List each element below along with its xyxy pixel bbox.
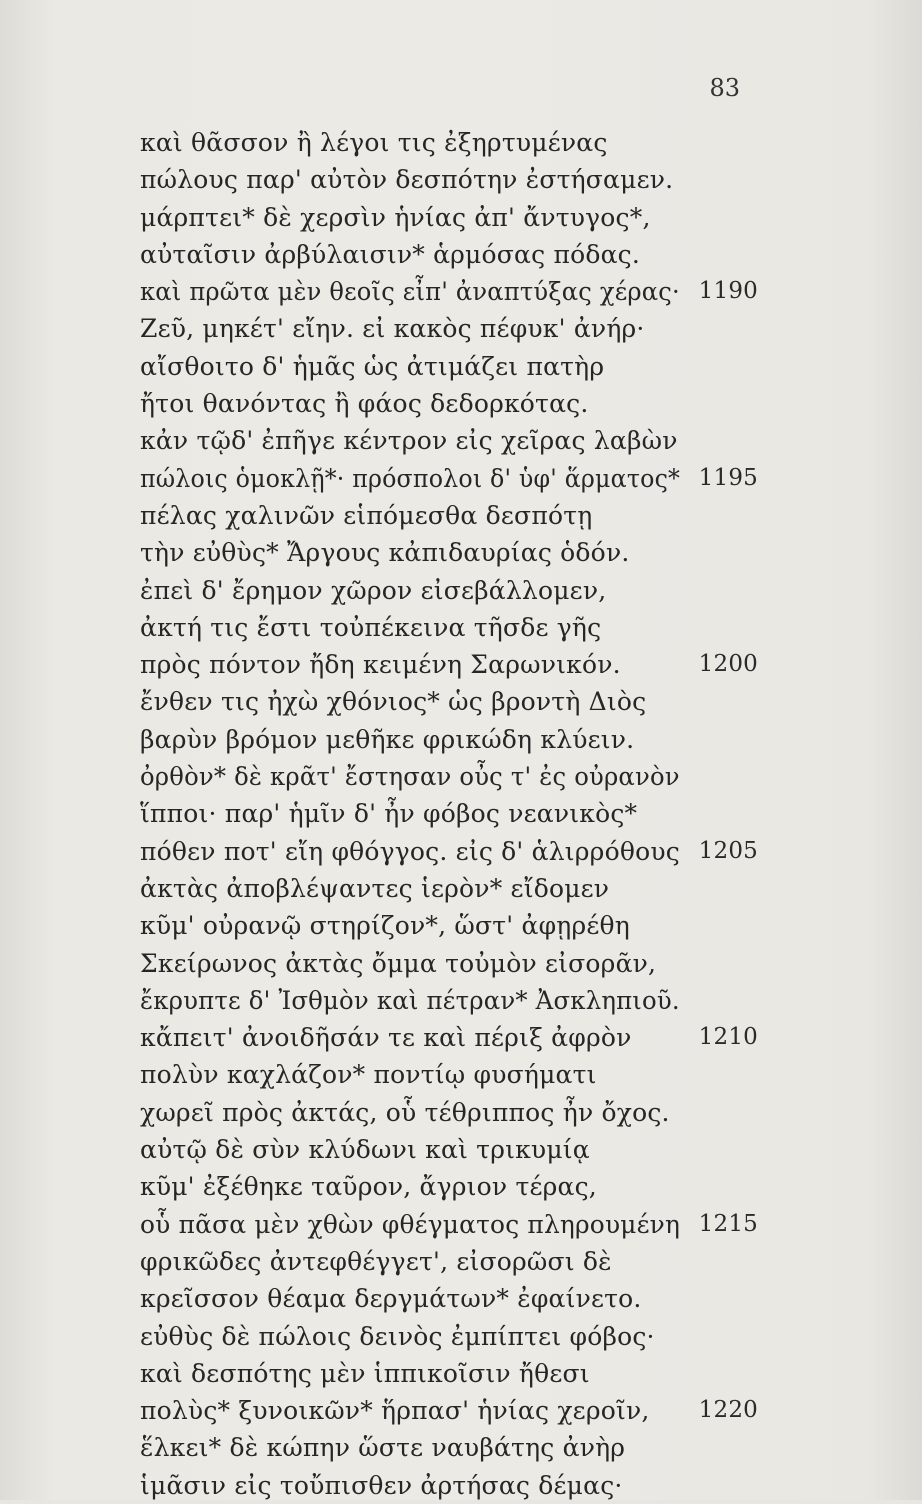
verse-line (140, 460, 760, 497)
verse-line-text: πόθεν ποτ' εἴη φθόγγος. εἰς δ' ἁλιρρόθους (140, 836, 680, 866)
verse-line-text: Ζεῦ, μηκέτ' εἴην. εἰ κακὸς πέφυκ' ἀνήρ· (140, 314, 645, 344)
verse-line-text: πώλοις ὁμοκλῇ*· πρόσπολοι δ' ὑφ' ἅρματος* (140, 463, 681, 493)
verse-line (140, 683, 760, 720)
verse-line-text: πολὺς* ξυνοικῶν* ἥρπασ' ἡνίας χεροῖν, (140, 1396, 650, 1426)
verse-line (140, 1467, 760, 1504)
verse-line-text: ἀκτὰς ἀποβλέψαντες ἱερὸν* εἴδομεν (140, 873, 610, 903)
verse-line-text: κρεῖσσον θέαμα δεργμάτων* ἐφαίνετο. (140, 1284, 642, 1314)
verse-line (140, 1280, 760, 1317)
verse-line (140, 310, 760, 347)
verse-line (140, 385, 760, 422)
line-number: 1215 (698, 1210, 758, 1237)
verse-line (140, 1206, 760, 1243)
verse-line (140, 907, 760, 944)
verse-line (140, 721, 760, 758)
line-number: 1220 (698, 1397, 758, 1424)
verse-line (140, 124, 760, 161)
verse-line (140, 161, 760, 198)
verse-line-text: μάρπτει* δὲ χερσὶν ἡνίας ἀπ' ἄντυγος*, (140, 202, 651, 232)
verse-line (140, 1318, 760, 1355)
verse-line (140, 1056, 760, 1093)
verse-line-text: ὀρθὸν* δὲ κρᾶτ' ἔστησαν οὖς τ' ἐς οὐρανὸν (140, 762, 680, 792)
verse-line-text: πολὺν καχλάζον* ποντίῳ φυσήματι (140, 1060, 597, 1090)
verse-line (140, 870, 760, 907)
verse-line (140, 348, 760, 385)
verse-line (140, 1429, 760, 1466)
verse-line-text: κῦμ' ἐξέθηκε ταῦρον, ἄγριον τέρας, (140, 1172, 597, 1202)
verse-line (140, 1131, 760, 1168)
verse-line-text: ἱμᾶσιν εἰς τοὔπισθεν ἀρτήσας δέμας· (140, 1470, 623, 1500)
verse-line-text: καὶ πρῶτα μὲν θεοῖς εἶπ' ἀναπτύξας χέρας· (140, 277, 680, 307)
verse-line (140, 1355, 760, 1392)
verse-line-text: βαρὺν βρόμον μεθῆκε φρικώδη κλύειν. (140, 724, 635, 754)
verse-line-text: Σκείρωνος ἀκτὰς ὄμμα τοὐμὸν εἰσορᾶν, (140, 948, 657, 978)
verse-line-text: αἴσθοιτο δ' ἡμᾶς ὡς ἀτιμάζει πατὴρ (140, 351, 605, 381)
verse-line-text: ἕλκει* δὲ κώπην ὥστε ναυβάτης ἀνὴρ (140, 1433, 626, 1463)
verse-line-text: καὶ δεσπότης μὲν ἱππικοῖσιν ἤθεσι (140, 1358, 590, 1388)
verse-line (140, 236, 760, 273)
line-number: 1205 (698, 837, 758, 864)
verse-line-text: καὶ θᾶσσον ἢ λέγοι τις ἐξηρτυμένας (140, 128, 608, 157)
line-number: 1190 (698, 278, 758, 305)
verse-line-text: πώλους παρ' αὐτὸν δεσπότην ἐστήσαμεν. (140, 165, 674, 195)
verse-line (140, 646, 760, 683)
verse-line (140, 422, 760, 459)
verse-line-text: πέλας χαλινῶν εἱπόμεσθα δεσπότῃ (140, 500, 593, 530)
verse-text-block (140, 124, 760, 1504)
verse-line (140, 1094, 760, 1131)
verse-line (140, 497, 760, 534)
verse-line (140, 572, 760, 609)
verse-line (140, 273, 760, 310)
verse-line-text: ἤτοι θανόντας ἢ φάος δεδορκότας. (140, 389, 589, 419)
verse-line-text: τὴν εὐθὺς* Ἄργους κἀπιδαυρίας ὁδόν. (140, 538, 630, 568)
verse-line (140, 609, 760, 646)
verse-line-text: αὐτῷ δὲ σὺν κλύδωνι καὶ τρικυμίᾳ (140, 1135, 590, 1165)
verse-line-text: ἔκρυπτε δ' Ἰσθμὸν καὶ πέτραν* Ἀσκληπιοῦ. (140, 985, 680, 1015)
verse-line-text: ἐπεὶ δ' ἔρημον χῶρον εἰσεβάλλομεν, (140, 575, 607, 605)
verse-line-text: εὐθὺς δὲ πώλοις δεινὸς ἐμπίπτει φόβος· (140, 1321, 655, 1351)
verse-line-text: χωρεῖ πρὸς ἀκτάς, οὗ τέθριππος ἦν ὄχος. (140, 1097, 670, 1127)
verse-line-text: ἵπποι· παρ' ἡμῖν δ' ἦν φόβος νεανικὸς* (140, 799, 638, 829)
verse-line-text: κἀν τῷδ' ἐπῆγε κέντρον εἰς χεῖρας λαβὼν (140, 426, 678, 456)
verse-line (140, 199, 760, 236)
verse-line (140, 1019, 760, 1056)
verse-line (140, 795, 760, 832)
verse-line-text: ἀκτή τις ἔστι τοὐπέκεινα τῆσδε γῆς (140, 612, 602, 642)
verse-line-text: φρικῶδες ἀντεφθέγγετ', εἰσορῶσι δὲ (140, 1246, 612, 1276)
line-number: 1210 (698, 1024, 758, 1051)
verse-line (140, 1392, 760, 1429)
page-number: 83 (709, 74, 740, 102)
verse-line (140, 982, 760, 1019)
verse-line-text: οὗ πᾶσα μὲν χθὼν φθέγματος πληρουμένη (140, 1209, 681, 1239)
verse-line-text: ἔνθεν τις ἠχὼ χθόνιος* ὡς βροντὴ Διὸς (140, 687, 647, 717)
verse-line-text: αὐταῖσιν ἀρβύλαισιν* ἁρμόσας πόδας. (140, 239, 641, 269)
verse-line (140, 534, 760, 571)
line-number: 1200 (698, 651, 758, 678)
verse-line (140, 833, 760, 870)
verse-line-text: κἄπειτ' ἀνοιδῆσάν τε καὶ πέριξ ἀφρὸν (140, 1023, 632, 1053)
verse-line (140, 945, 760, 982)
verse-line-text: πρὸς πόντον ἤδη κειμένη Σαρωνικόν. (140, 650, 621, 680)
verse-line (140, 758, 760, 795)
line-number: 1195 (698, 464, 758, 491)
verse-line-text: κῦμ' οὐρανῷ στηρίζον*, ὥστ' ἀφῃρέθη (140, 911, 630, 941)
verse-line (140, 1243, 760, 1280)
verse-line (140, 1168, 760, 1205)
